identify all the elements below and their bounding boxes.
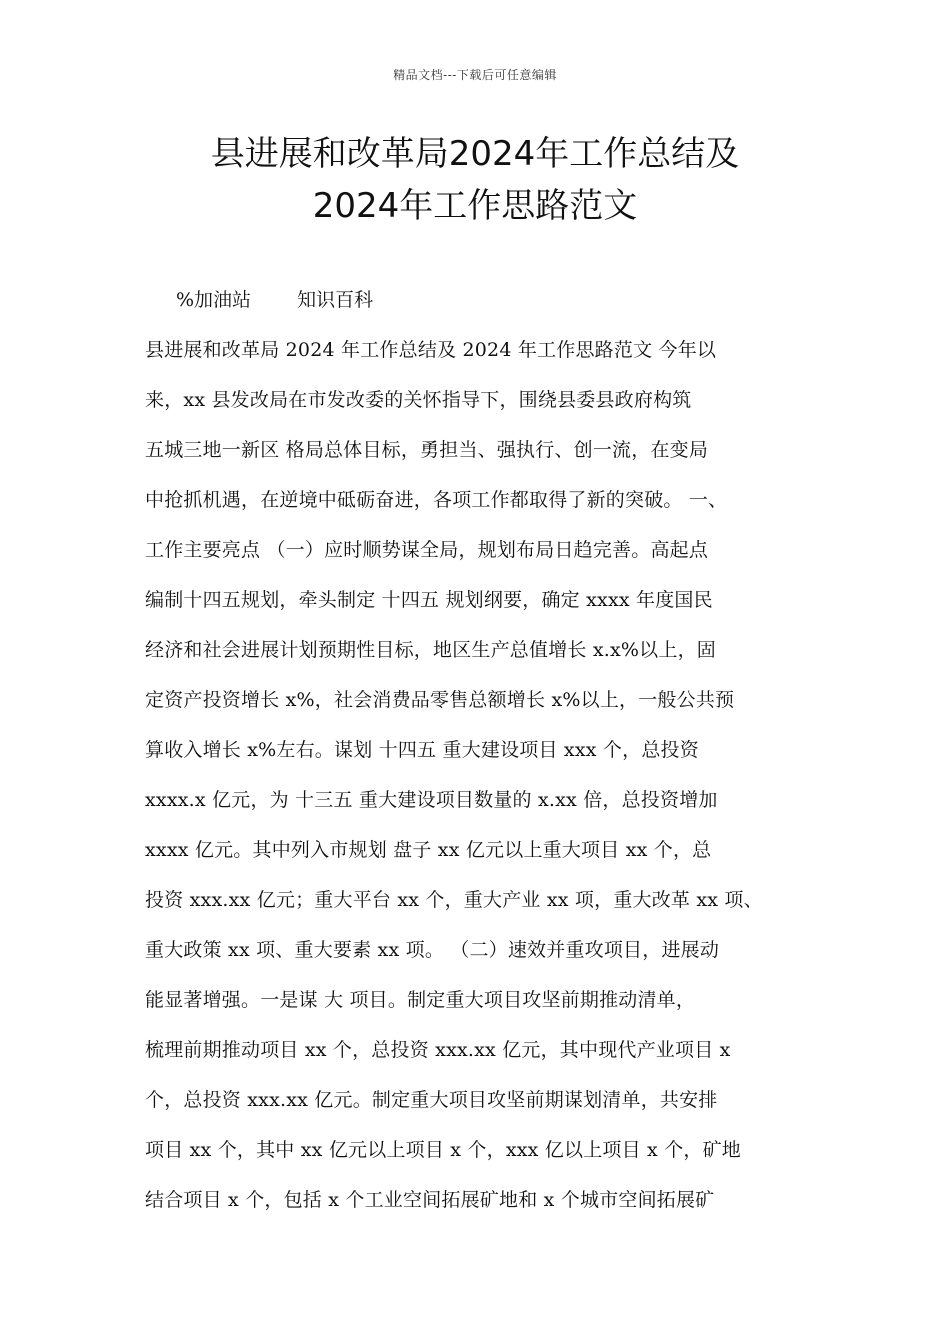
body-line: 来，xx 县发改局在市发改委的关怀指导下，围绕县委县政府构筑 xyxy=(145,389,692,411)
body-line: 投资 xxx.xx 亿元；重大平台 xx 个，重大产业 xx 项，重大改革 xx 项、 xyxy=(145,889,763,911)
body-line: xxxx 亿元。其中列入市规划 盘子 xx 亿元以上重大项目 xx 个，总 xyxy=(145,839,712,861)
meta-category: 知识百科 xyxy=(297,289,374,311)
header-note: 精品文档---下载后可任意编辑 xyxy=(393,68,557,82)
body-line: 梳理前期推动项目 xx 个，总投资 xxx.xx 亿元，其中现代产业项目 x xyxy=(145,1039,731,1061)
body-line: 结合项目 x 个，包括 x 个工业空间拓展矿地和 x 个城市空间拓展矿 xyxy=(145,1189,715,1211)
body-line: 能显著增强。一是谋 大 项目。制定重大项目攻坚前期推动清单， xyxy=(145,989,696,1011)
meta-line xyxy=(176,284,373,316)
body-line: 定资产投资增长 x%，社会消费品零售总额增长 x%以上，一般公共预 xyxy=(145,689,735,711)
body-line: 个，总投资 xxx.xx 亿元。制定重大项目攻坚前期谋划清单，共安排 xyxy=(145,1089,718,1111)
body-line: 县进展和改革局 2024 年工作总结及 2024 年工作思路范文 今年以 xyxy=(145,339,717,361)
document-title xyxy=(0,128,950,232)
meta-site: %加油站 xyxy=(176,289,252,311)
title-line-2: 2024年工作思路范文 xyxy=(312,186,638,226)
body-line: 五城三地一新区 格局总体目标，勇担当、强执行、创一流，在变局 xyxy=(145,439,709,461)
title-line-1: 县进展和改革局2024年工作总结及 xyxy=(210,134,740,174)
body-line: 算收入增长 x%左右。谋划 十四五 重大建设项目 xxx 个，总投资 xyxy=(145,739,699,761)
body-line: 项目 xx 个，其中 xx 亿元以上项目 x 个，xxx 亿以上项目 x 个，矿地 xyxy=(145,1139,741,1161)
body-line: xxxx.x 亿元，为 十三五 重大建设项目数量的 x.xx 倍，总投资增加 xyxy=(145,789,718,811)
body-line: 编制十四五规划，牵头制定 十四五 规划纲要，确定 xxxx 年度国民 xyxy=(145,589,713,611)
body-line: 重大政策 xx 项、重大要素 xx 项。 （二）速效并重攻项目，进展动 xyxy=(145,939,720,961)
body-line: 经济和社会进展计划预期性目标，地区生产总值增长 x.x%以上，固 xyxy=(145,639,716,661)
body-line: 中抢抓机遇，在逆境中砥砺奋进，各项工作都取得了新的突破。 一、 xyxy=(145,489,728,511)
body-line: 工作主要亮点 （一）应时顺势谋全局，规划布局日趋完善。高起点 xyxy=(145,539,709,561)
